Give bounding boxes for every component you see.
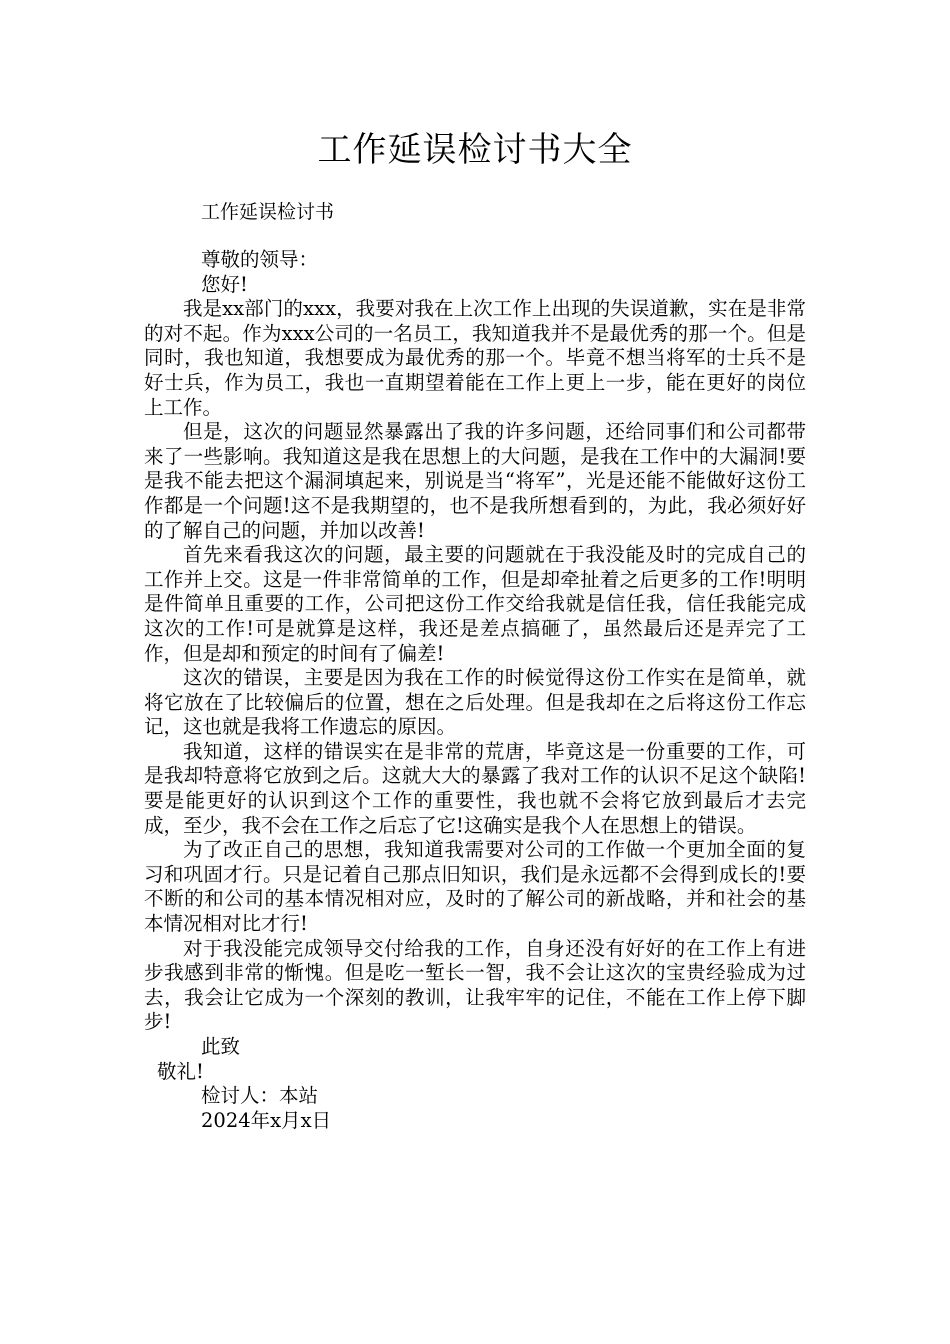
document-subtitle: 工作延误检讨书 (201, 201, 335, 223)
document-body (144, 248, 806, 1133)
closing-line-2: 敬礼! (157, 1059, 204, 1083)
paragraph: 但是，这次的问题显然暴露出了我的许多问题，还给同事们和公司都带来了一些影响。我知道这是我在思想上的大问题，是我在工作中的大漏洞!要是我不能去把这个漏洞填起来，别说是当“将军”，光是还能不能做好这份工作都是一个问题!这不是我期望的，也不是我所想看到的，为此，我必须好好的了解自己的问题，并加以改善! (144, 420, 806, 542)
paragraph: 这次的错误，主要是因为我在工作的时候觉得这份工作实在是简单，就将它放在了比较偏后的位置，想在之后处理。但是我却在之后将这份工作忘记，这也就是我将工作遗忘的原因。 (144, 666, 806, 739)
signature: 检讨人：本站 (201, 1084, 319, 1108)
greeting: 您好! (201, 272, 248, 296)
closing-line-1: 此致 (201, 1035, 241, 1058)
paragraph: 对于我没能完成领导交付给我的工作，自身还没有好好的在工作上有进步我感到非常的惭愧。但是吃一堑长一智，我不会让这次的宝贵经验成为过去，我会让它成为一个深刻的教训，让我牢牢的记住，不能在工作上停下脚步! (144, 936, 806, 1034)
paragraph: 我知道，这样的错误实在是非常的荒唐，毕竟这是一份重要的工作，可是我却特意将它放到之后。这就大大的暴露了我对工作的认识不足这个缺陷!要是能更好的认识到这个工作的重要性，我也就不会将它放到最后才去完成，至少，我不会在工作之后忘了它!这确实是我个人在思想上的错误。 (144, 739, 806, 837)
paragraph: 首先来看我这次的问题，最主要的问题就在于我没能及时的完成自己的工作并上交。这是一件非常简单的工作，但是却牵扯着之后更多的工作!明明是件简单且重要的工作，公司把这份工作交给我就是信任我，信任我能完成这次的工作!可是就算是这样，我还是差点搞砸了，虽然最后还是弄完了工作，但是却和预定的时间有了偏差! (144, 543, 806, 665)
date: 2024年x月x日 (201, 1108, 332, 1132)
salutation: 尊敬的领导： (201, 248, 319, 271)
paragraph: 我是xx部门的xxx，我要对我在上次工作上出现的失误道歉，实在是非常的对不起。作为xxx公司的一名员工，我知道我并不是最优秀的那一个。但是同时，我也知道，我想要成为最优秀的那一个。毕竟不想当将军的士兵不是好士兵，作为员工，我也一直期望着能在工作上更上一步，能在更好的岗位上工作。 (144, 297, 806, 419)
document-title: 工作延误检讨书大全 (317, 130, 633, 170)
paragraph: 为了改正自己的思想，我知道我需要对公司的工作做一个更加全面的复习和巩固才行。只是记着自己那点旧知识，我们是永远都不会得到成长的!要不断的和公司的基本情况相对应，及时的了解公司的新战略，并和社会的基本情况相对比才行! (144, 838, 806, 936)
